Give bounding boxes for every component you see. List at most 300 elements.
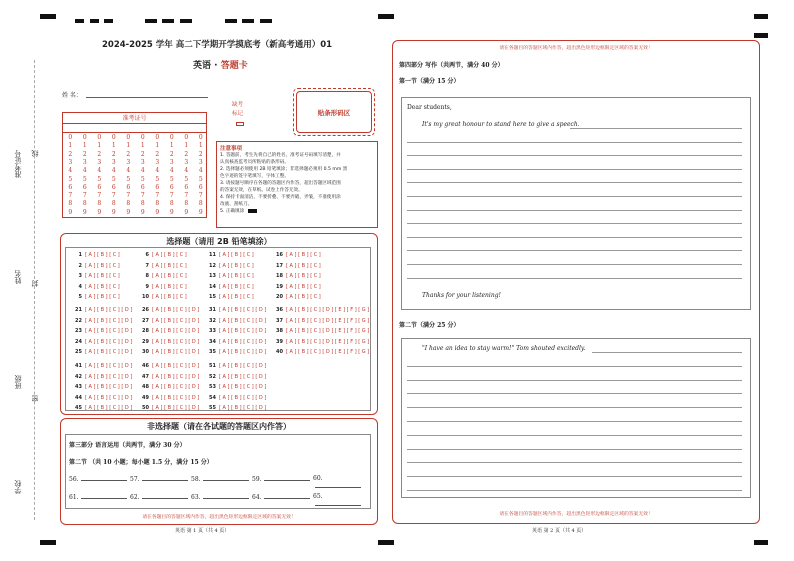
choice-question-row[interactable]: [72, 374, 132, 380]
answer-options[interactable]: [ A ] [ B ] [ C ]: [286, 273, 321, 279]
choice-question-row[interactable]: [72, 294, 120, 300]
digit-bubble[interactable]: 3: [126, 158, 131, 166]
digit-bubble[interactable]: 1: [169, 142, 174, 150]
digit-bubble[interactable]: 4: [169, 167, 174, 175]
writing-line[interactable]: [407, 421, 742, 422]
digit-bubble[interactable]: 5: [169, 175, 174, 183]
answer-options[interactable]: [ A ] [ B ] [ C ] [ D ]: [219, 328, 267, 334]
digit-bubble[interactable]: 0: [184, 134, 189, 141]
answer-options[interactable]: [ A ] [ B ] [ C ]: [286, 252, 321, 258]
answer-options[interactable]: [ A ] [ B ] [ C ]: [286, 262, 321, 269]
choice-question-row[interactable]: [206, 363, 266, 369]
digit-bubble[interactable]: 4: [198, 167, 203, 175]
digit-bubble[interactable]: 1: [140, 142, 145, 150]
choice-question-row[interactable]: [72, 318, 132, 324]
answer-options[interactable]: [ A ] [ B ] [ C ] [ D ]: [152, 307, 200, 313]
choice-question-row[interactable]: [273, 284, 321, 290]
question-number: 19: [276, 283, 283, 290]
digit-bubble[interactable]: 4: [68, 167, 73, 175]
digit-bubble[interactable]: 4: [140, 167, 145, 175]
writing-line[interactable]: [407, 223, 742, 224]
answer-options[interactable]: [ A ] [ B ] [ C ] [ D ] [ E ] [ F ] [ G ]: [286, 307, 370, 313]
letter-box[interactable]: [401, 97, 751, 310]
digit-bubble[interactable]: 2: [126, 150, 131, 158]
digit-bubble[interactable]: 0: [111, 134, 116, 141]
choice-section: [60, 233, 378, 415]
choice-question-row[interactable]: [72, 273, 120, 279]
choice-question-row[interactable]: [206, 307, 266, 313]
answer-options[interactable]: [ A ] [ B ] [ C ] [ D ]: [152, 338, 200, 345]
digit-bubble[interactable]: 5: [198, 175, 203, 183]
fill-blank-line[interactable]: [142, 475, 188, 481]
digit-bubble[interactable]: 3: [169, 158, 174, 166]
fill-blank-item[interactable]: [130, 475, 188, 483]
choice-question-row[interactable]: [72, 263, 120, 269]
choice-question-row[interactable]: [139, 328, 199, 334]
choice-question-row[interactable]: [273, 252, 321, 258]
digit-bubble[interactable]: 7: [97, 192, 102, 200]
absent-label: 缺考 标记: [232, 102, 244, 117]
choice-question-row[interactable]: [139, 294, 187, 300]
answer-options[interactable]: [ A ] [ B ] [ C ] [ D ]: [85, 307, 133, 313]
writing-line[interactable]: [592, 352, 742, 353]
choice-question-row[interactable]: [139, 307, 199, 313]
choice-question-row[interactable]: [273, 294, 321, 300]
digit-bubble[interactable]: 6: [68, 183, 73, 191]
answer-options[interactable]: [ A ] [ B ] [ C ]: [219, 294, 254, 300]
digit-bubble[interactable]: 8: [126, 200, 131, 208]
question-number: 16: [276, 252, 283, 258]
question-number: 2: [78, 262, 82, 269]
fill-blank-item[interactable]: [252, 475, 310, 483]
digit-bubble[interactable]: 7: [140, 192, 145, 200]
writing-line[interactable]: [407, 490, 742, 491]
exam-title: 2024-2025 学年 高二下学期开学摸底考（新高考通用）01: [102, 40, 333, 50]
answer-options[interactable]: [ A ] [ B ] [ C ] [ D ]: [85, 405, 133, 411]
fill-blank-item[interactable]: [69, 475, 127, 483]
digit-bubble[interactable]: 8: [169, 200, 174, 208]
answer-options[interactable]: [ A ] [ B ] [ C ] [ D ]: [219, 405, 267, 411]
answer-options[interactable]: [ A ] [ B ] [ C ] [ D ] [ E ] [ F ] [ G ]: [286, 328, 370, 334]
fill-blank-item[interactable]: [191, 493, 249, 501]
digit-bubble[interactable]: 5: [140, 175, 145, 183]
digit-bubble[interactable]: 4: [126, 167, 131, 175]
answer-options[interactable]: [ A ] [ B ] [ C ] [ D ]: [152, 363, 200, 369]
digit-bubble[interactable]: 5: [126, 175, 131, 183]
answer-options[interactable]: [ A ] [ B ] [ C ]: [219, 273, 254, 279]
digit-bubble[interactable]: 6: [140, 183, 145, 191]
digit-bubble[interactable]: 7: [68, 192, 73, 200]
warning-text-top: 请在各题目的答题区域内作答，超出黑色矩形边框限定区域的答案无效！: [499, 46, 653, 51]
digit-bubble[interactable]: 2: [198, 150, 203, 158]
digit-bubble[interactable]: 8: [198, 200, 203, 208]
digit-bubble[interactable]: 5: [111, 175, 116, 183]
choice-question-row[interactable]: [72, 328, 132, 334]
digit-bubble[interactable]: 1: [198, 142, 203, 150]
digit-bubble[interactable]: 9: [198, 208, 203, 216]
digit-bubble[interactable]: 6: [111, 183, 116, 191]
answer-options[interactable]: [ A ] [ B ] [ C ] [ D ]: [219, 317, 267, 324]
question-number: 13: [209, 273, 216, 279]
digit-bubble[interactable]: 3: [111, 158, 116, 166]
story-box[interactable]: [401, 338, 751, 498]
choice-question-row[interactable]: [273, 263, 321, 269]
choice-question-row[interactable]: [139, 273, 187, 279]
answer-options[interactable]: [ A ] [ B ] [ C ] [ D ]: [152, 394, 200, 401]
answer-options[interactable]: [ A ] [ B ] [ C ] [ D ] [ E ] [ F ] [ G ]: [286, 317, 370, 324]
fill-blank-number: 63.: [191, 494, 201, 501]
digit-bubble[interactable]: 9: [68, 208, 73, 216]
digit-bubble[interactable]: 2: [111, 150, 116, 158]
choice-question-row[interactable]: [72, 307, 132, 313]
digit-bubble[interactable]: 1: [68, 142, 73, 150]
digit-bubble[interactable]: 5: [68, 175, 73, 183]
digit-bubble[interactable]: 5: [184, 175, 189, 183]
choice-question-row[interactable]: [206, 339, 266, 345]
writing-line[interactable]: [407, 210, 742, 211]
choice-question-row[interactable]: [139, 252, 187, 258]
fill-blank-number: 56.: [69, 476, 79, 483]
fill-blank-item[interactable]: [252, 493, 310, 501]
choice-question-row[interactable]: [206, 273, 254, 279]
question-number: 3: [78, 273, 82, 279]
registration-mark: [754, 540, 768, 545]
digit-bubble[interactable]: 5: [97, 175, 102, 183]
choice-question-row[interactable]: [206, 263, 254, 269]
writing-line[interactable]: [407, 182, 742, 183]
fill-blank-line[interactable]: [264, 475, 310, 481]
writing-line[interactable]: [407, 393, 742, 394]
answer-options[interactable]: [ A ] [ B ] [ C ]: [152, 273, 187, 279]
admission-number-write-row[interactable]: [63, 124, 206, 133]
question-number: 8: [145, 273, 149, 279]
timing-mark: [145, 19, 157, 23]
barcode-label: 贴条形码区: [296, 91, 372, 133]
exam-subtitle: [193, 58, 248, 71]
digit-bubble[interactable]: 4: [97, 167, 102, 175]
fill-blank-line[interactable]: [315, 500, 361, 506]
digit-bubble[interactable]: 0: [126, 134, 131, 141]
choice-question-row[interactable]: [206, 374, 266, 380]
answer-options[interactable]: [ A ] [ B ] [ C ] [ D ]: [152, 328, 200, 334]
answer-options[interactable]: [ A ] [ B ] [ C ] [ D ]: [152, 373, 200, 380]
digit-bubble[interactable]: 8: [140, 200, 145, 208]
digit-bubble[interactable]: 0: [97, 134, 102, 141]
name-field[interactable]: [86, 97, 208, 98]
fill-blank-line[interactable]: [264, 493, 310, 499]
choice-question-row[interactable]: [139, 339, 199, 345]
digit-bubble[interactable]: 2: [169, 150, 174, 158]
choice-question-row[interactable]: [206, 405, 266, 411]
choice-question-row[interactable]: [139, 384, 199, 390]
side-class-label: 班级: [14, 375, 22, 389]
choice-question-row[interactable]: [273, 349, 369, 355]
digit-bubble[interactable]: 2: [155, 150, 160, 158]
choice-question-row[interactable]: [206, 294, 254, 300]
digit-bubble[interactable]: 2: [97, 150, 102, 158]
digit-bubble[interactable]: 1: [97, 142, 102, 150]
question-number: 18: [276, 273, 283, 279]
choice-question-row[interactable]: [206, 318, 266, 324]
story-start: "I have an idea to stay warm!" Tom shouted excitedly.: [422, 345, 586, 352]
digit-bubble[interactable]: 8: [184, 200, 189, 208]
choice-question-row[interactable]: [206, 395, 266, 401]
choice-question-row[interactable]: [139, 374, 199, 380]
digit-bubble[interactable]: 9: [184, 208, 189, 216]
digit-bubble[interactable]: 1: [155, 142, 160, 150]
choice-question-row[interactable]: [72, 363, 132, 369]
choice-question-row[interactable]: [206, 284, 254, 290]
answer-options[interactable]: [ A ] [ B ] [ C ] [ D ]: [152, 384, 200, 390]
answer-options[interactable]: [ A ] [ B ] [ C ]: [152, 294, 187, 300]
answer-options[interactable]: [ A ] [ B ] [ C ] [ D ]: [219, 307, 267, 313]
fill-blank-line[interactable]: [315, 482, 361, 488]
writing-line[interactable]: [407, 155, 742, 156]
letter-start: It's my great honour to stand here to give a speech.: [422, 121, 580, 128]
answer-options[interactable]: [ A ] [ B ] [ C ] [ D ]: [219, 363, 267, 369]
answer-options[interactable]: [ A ] [ B ] [ C ]: [219, 252, 254, 258]
choice-question-row[interactable]: [273, 339, 369, 345]
digit-bubble[interactable]: 7: [82, 192, 87, 200]
choice-question-row[interactable]: [72, 284, 120, 290]
writing-line[interactable]: [407, 169, 742, 170]
fill-blank-item[interactable]: [191, 475, 249, 483]
writing-line[interactable]: [570, 128, 742, 129]
writing-line[interactable]: [407, 250, 742, 251]
digit-bubble[interactable]: 0: [68, 134, 73, 141]
answer-options[interactable]: [ A ] [ B ] [ C ] [ D ]: [85, 328, 133, 334]
warning-text-bottom: 请在各题目的答题区域内作答，超出黑色矩形边框限定区域的答案无效！: [499, 512, 653, 517]
digit-bubble[interactable]: 7: [169, 192, 174, 200]
answer-options[interactable]: [ A ] [ B ] [ C ] [ D ]: [219, 394, 267, 401]
writing-line[interactable]: [407, 380, 742, 381]
digit-bubble[interactable]: 9: [155, 208, 160, 216]
writing-line[interactable]: [407, 462, 742, 463]
answer-options[interactable]: [ A ] [ B ] [ C ] [ D ]: [152, 405, 200, 411]
digit-bubble[interactable]: 7: [155, 192, 160, 200]
answer-options[interactable]: [ A ] [ B ] [ C ] [ D ]: [152, 349, 200, 355]
writing-line[interactable]: [407, 449, 742, 450]
answer-options[interactable]: [ A ] [ B ] [ C ]: [85, 294, 120, 300]
answer-options[interactable]: [ A ] [ B ] [ C ] [ D ]: [85, 373, 133, 380]
fill-blank-item[interactable]: [313, 493, 369, 508]
digit-bubble[interactable]: 9: [140, 208, 145, 216]
digit-bubble[interactable]: 9: [82, 208, 87, 216]
choice-title: 选择题（请用 2B 铅笔填涂）: [166, 237, 272, 246]
digit-bubble[interactable]: 6: [97, 183, 102, 191]
digit-bubble[interactable]: 3: [68, 158, 73, 166]
warning-text: 请在各题目的答题区域内作答，超出黑色矩形边框限定区域的答案无效！: [142, 515, 296, 520]
choice-question-row[interactable]: [206, 349, 266, 355]
choice-question-row[interactable]: [273, 318, 369, 324]
digit-bubble[interactable]: 3: [97, 158, 102, 166]
answer-options[interactable]: [ A ] [ B ] [ C ] [ D ]: [219, 373, 267, 380]
answer-options[interactable]: [ A ] [ B ] [ C ]: [85, 262, 120, 269]
answer-options[interactable]: [ A ] [ B ] [ C ]: [152, 252, 187, 258]
digit-bubble[interactable]: 8: [97, 200, 102, 208]
digit-bubble[interactable]: 3: [184, 158, 189, 166]
digit-bubble[interactable]: 6: [82, 183, 87, 191]
choice-question-row[interactable]: [139, 263, 187, 269]
digit-bubble[interactable]: 8: [155, 200, 160, 208]
choice-question-row[interactable]: [139, 349, 199, 355]
digit-bubble[interactable]: 0: [169, 134, 174, 141]
digit-bubble[interactable]: 6: [155, 183, 160, 191]
answer-options[interactable]: [ A ] [ B ] [ C ] [ D ]: [219, 349, 267, 355]
choice-question-row[interactable]: [139, 363, 199, 369]
choice-question-row[interactable]: [72, 339, 132, 345]
digit-bubble[interactable]: 2: [68, 150, 73, 158]
answer-options[interactable]: [ A ] [ B ] [ C ]: [286, 283, 321, 290]
choice-question-row[interactable]: [72, 384, 132, 390]
fill-blank-line[interactable]: [81, 493, 127, 499]
letter-end: Thanks for your listening!: [422, 292, 501, 299]
admission-number-grid[interactable]: [62, 112, 207, 218]
writing-line[interactable]: [407, 435, 742, 436]
answer-options[interactable]: [ A ] [ B ] [ C ]: [85, 273, 120, 279]
digit-bubble[interactable]: 1: [126, 142, 131, 150]
choice-question-row[interactable]: [72, 405, 132, 411]
digit-bubble[interactable]: 0: [198, 134, 203, 141]
answer-options[interactable]: [ A ] [ B ] [ C ]: [219, 262, 254, 269]
answer-options[interactable]: [ A ] [ B ] [ C ]: [152, 283, 187, 290]
answer-options[interactable]: [ A ] [ B ] [ C ] [ D ] [ E ] [ F ] [ G ]: [286, 338, 370, 345]
digit-bubble[interactable]: 4: [82, 167, 87, 175]
question-number: 45: [75, 405, 82, 411]
writing-line[interactable]: [407, 476, 742, 477]
answer-options[interactable]: [ A ] [ B ] [ C ] [ D ]: [152, 317, 200, 324]
digit-bubble[interactable]: 6: [198, 183, 203, 191]
digit-bubble[interactable]: 5: [155, 175, 160, 183]
absent-checkbox[interactable]: [236, 122, 244, 126]
digit-bubble[interactable]: 3: [155, 158, 160, 166]
choice-question-row[interactable]: [206, 328, 266, 334]
digit-bubble[interactable]: 9: [169, 208, 174, 216]
binding-line: [34, 60, 35, 520]
digit-bubble[interactable]: 0: [155, 134, 160, 141]
digit-bubble[interactable]: 3: [82, 158, 87, 166]
choice-question-row[interactable]: [139, 395, 199, 401]
digit-bubble[interactable]: 7: [198, 192, 203, 200]
writing-line[interactable]: [407, 366, 742, 367]
digit-bubble[interactable]: 8: [82, 200, 87, 208]
writing-line[interactable]: [407, 407, 742, 408]
digit-bubble[interactable]: 6: [184, 183, 189, 191]
answer-options[interactable]: [ A ] [ B ] [ C ] [ D ]: [85, 317, 133, 324]
choice-question-row[interactable]: [72, 395, 132, 401]
choice-question-row[interactable]: [139, 405, 199, 411]
digit-bubble-grid[interactable]: [63, 134, 206, 218]
digit-bubble[interactable]: 7: [126, 192, 131, 200]
choice-question-row[interactable]: [273, 328, 369, 334]
choice-question-row[interactable]: [139, 284, 187, 290]
choice-question-row[interactable]: [72, 252, 120, 258]
answer-options[interactable]: [ A ] [ B ] [ C ] [ D ]: [85, 363, 133, 369]
timing-mark: [90, 19, 99, 23]
fill-blank-item[interactable]: [313, 475, 369, 490]
digit-bubble[interactable]: 9: [97, 208, 102, 216]
answer-options[interactable]: [ A ] [ B ] [ C ] [ D ] [ E ] [ F ] [ G ]: [286, 349, 370, 355]
question-number: 23: [75, 328, 82, 334]
digit-bubble[interactable]: 8: [68, 200, 73, 208]
digit-bubble[interactable]: 2: [140, 150, 145, 158]
choice-question-row[interactable]: [139, 318, 199, 324]
fill-blank-line[interactable]: [203, 475, 249, 481]
fill-blank-line[interactable]: [142, 493, 188, 499]
answer-options[interactable]: [ A ] [ B ] [ C ] [ D ]: [85, 338, 133, 345]
digit-bubble[interactable]: 4: [155, 167, 160, 175]
digit-bubble[interactable]: 8: [111, 200, 116, 208]
fill-blank-line[interactable]: [203, 493, 249, 499]
choice-question-row[interactable]: [273, 273, 321, 279]
digit-bubble[interactable]: 7: [111, 192, 116, 200]
answer-options[interactable]: [ A ] [ B ] [ C ]: [85, 283, 120, 290]
notice-line: 3. 请按题号顺序在各题的答题区内作答，超出答题区域范围: [220, 181, 341, 186]
writing-line[interactable]: [407, 237, 742, 238]
digit-bubble[interactable]: 0: [82, 134, 87, 141]
choice-question-row[interactable]: [206, 252, 254, 258]
question-number: 29: [142, 338, 149, 345]
digit-bubble[interactable]: 9: [126, 208, 131, 216]
notice-line: 色字迹的签字笔填写，字体工整。: [220, 174, 289, 179]
fill-blank-item[interactable]: [130, 493, 188, 501]
digit-bubble[interactable]: 7: [184, 192, 189, 200]
writing-line[interactable]: [407, 142, 742, 143]
answer-options[interactable]: [ A ] [ B ] [ C ] [ D ]: [85, 384, 133, 390]
side-line-label: 线: [31, 150, 39, 157]
choice-question-row[interactable]: [72, 349, 132, 355]
fill-blank-line[interactable]: [81, 475, 127, 481]
digit-bubble[interactable]: 4: [184, 167, 189, 175]
notice-line: 的答案无效，在草纸、试卷上作答无效。: [220, 188, 303, 193]
writing-line[interactable]: [407, 264, 742, 265]
digit-bubble[interactable]: 1: [82, 142, 87, 150]
digit-bubble[interactable]: 2: [82, 150, 87, 158]
digit-bubble[interactable]: 6: [126, 183, 131, 191]
answer-options[interactable]: [ A ] [ B ] [ C ]: [219, 283, 254, 290]
question-number: 39: [276, 338, 283, 345]
digit-bubble[interactable]: 4: [111, 167, 116, 175]
question-number: 50: [142, 405, 149, 411]
fill-blank-item[interactable]: [69, 493, 127, 501]
answer-options[interactable]: [ A ] [ B ] [ C ]: [85, 252, 120, 258]
writing-line[interactable]: [407, 278, 742, 279]
choice-question-row[interactable]: [206, 384, 266, 390]
answer-options[interactable]: [ A ] [ B ] [ C ] [ D ]: [85, 349, 133, 355]
answer-options[interactable]: [ A ] [ B ] [ C ]: [286, 294, 321, 300]
answer-options[interactable]: [ A ] [ B ] [ C ] [ D ]: [219, 384, 267, 390]
digit-bubble[interactable]: 3: [140, 158, 145, 166]
digit-bubble[interactable]: 2: [184, 150, 189, 158]
answer-options[interactable]: [ A ] [ B ] [ C ] [ D ]: [219, 338, 267, 345]
question-number: 46: [142, 363, 149, 369]
digit-bubble[interactable]: 9: [111, 208, 116, 216]
digit-bubble[interactable]: 1: [111, 142, 116, 150]
writing-line[interactable]: [407, 196, 742, 197]
subject-label: 英语 ·: [193, 61, 221, 71]
digit-bubble[interactable]: 5: [82, 175, 87, 183]
digit-bubble[interactable]: 6: [169, 183, 174, 191]
digit-bubble[interactable]: 1: [184, 142, 189, 150]
choice-question-row[interactable]: [273, 307, 369, 313]
digit-bubble[interactable]: 0: [140, 134, 145, 141]
answer-options[interactable]: [ A ] [ B ] [ C ] [ D ]: [85, 394, 133, 401]
answer-options[interactable]: [ A ] [ B ] [ C ]: [152, 262, 187, 269]
digit-bubble[interactable]: 3: [198, 158, 203, 166]
question-number: 17: [276, 262, 283, 269]
side-id-label: 准考证号: [14, 150, 22, 178]
question-number: 28: [142, 328, 149, 334]
